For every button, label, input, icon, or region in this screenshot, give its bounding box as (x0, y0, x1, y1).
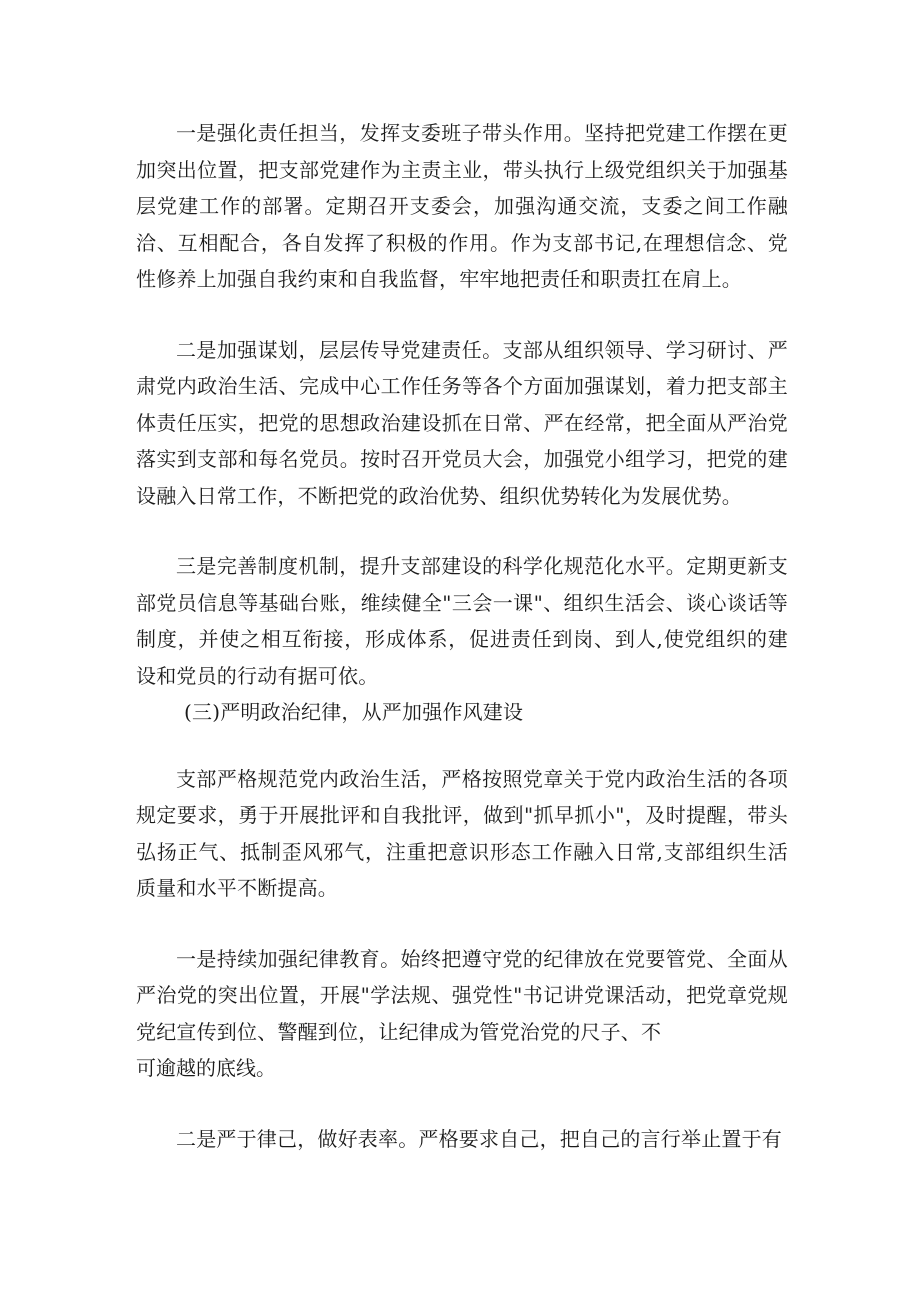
paragraph-discipline-education-tail: 可逾越的底线。 (136, 1056, 276, 1080)
paragraph-political-life: 支部严格规范党内政治生活，严格按照党章关于党内政治生活的各项规定要求，勇于开展批评和自我批评，做到"抓早抓小"，及时提醒，带头弘扬正气、抵制歪风邪气，注重把意识形态工作融入日常,支部组织生活质量和水平不断提高。 (136, 766, 788, 900)
paragraph-discipline-education: 一是持续加强纪律教育。始终把遵守党的纪律放在党要管党、全面从严治党的突出位置，开展"学法规、强党性"书记讲党课活动，把党章党规党纪宣传到位、警醒到位，让纪律成为管党治党的尺子、不 (136, 946, 788, 1044)
paragraph-self-discipline: 二是严于律己，做好表率。严格要求自己，把自己的言行举止置于有 (176, 1126, 782, 1151)
paragraph-institution: 三是完善制度机制，提升支部建设的科学化规范化水平。定期更新支部党员信息等基础台账，维续健全"三会一课"、组织生活会、谈心谈话等制度，并使之相互衔接，形成体系，促进责任到岗、到人,使党组织的建设和党员的行动有据可依。 (136, 554, 788, 688)
paragraph-responsibility: 一是强化责任担当，发挥支委班子带头作用。坚持把党建工作摆在更加突出位置，把支部党建作为主责主业，带头执行上级党组织关于加强基层党建工作的部署。定期召开支委会，加强沟通交流，支委之间工作融洽、互相配合，各自发挥了积极的作用。作为支部书记,在理想信念、党性修养上加强自我约束和自我监督，牢牢地把责任和职责扛在肩上。 (136, 121, 788, 291)
section-heading-discipline: (三)严明政治纪律，从严加强作风建设 (184, 700, 524, 724)
document-page (136, 115, 788, 1157)
paragraph-planning: 二是加强谋划，层层传导党建责任。支部从组织领导、学习研讨、严肃党内政治生活、完成中心工作任务等各个方面加强谋划，着力把支部主体责任压实，把党的思想政治建设抓在日常、严在经常，把全面从严治党落实到支部和每名党员。按时召开党员大会，加强党小组学习，把党的建设融入日常工作，不断把党的政治优势、组织优势转化为发展优势。 (136, 337, 788, 508)
